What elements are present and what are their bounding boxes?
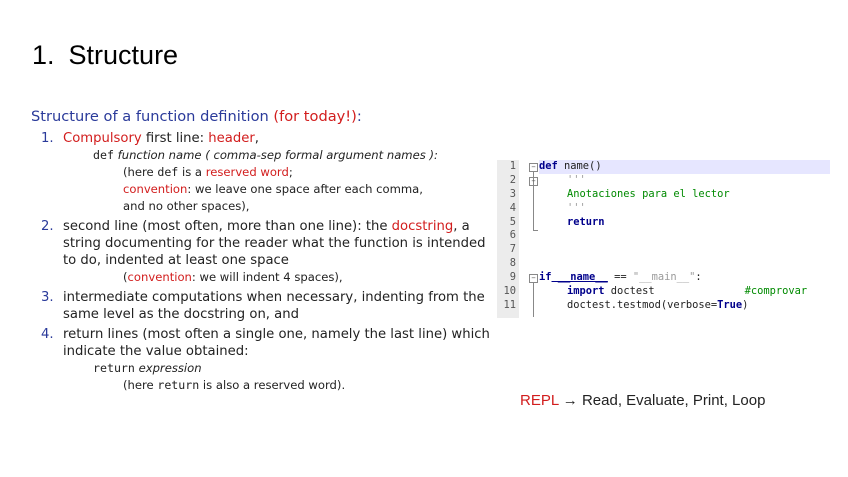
def-signature: function name ( comma-sep formal argument names ):	[113, 148, 438, 162]
dunder-name: __name__	[551, 271, 608, 284]
list-item-4	[31, 326, 493, 394]
note-text: (here	[123, 165, 158, 179]
fold-minus-icon[interactable]: −	[529, 163, 538, 172]
code-text: name()	[557, 160, 602, 172]
line-number: 8	[509, 257, 516, 270]
code-line-11	[539, 299, 830, 313]
keyword: import	[567, 285, 605, 298]
fold-guide-line	[533, 283, 534, 317]
return-reserved-note	[63, 377, 493, 394]
code-line-9	[539, 271, 830, 285]
repl-expansion: → Read, Evaluate, Print, Loop	[558, 392, 766, 409]
keyword: if	[539, 271, 552, 284]
code-line-4	[539, 202, 830, 216]
code-lines	[539, 160, 830, 313]
code-line-7	[539, 243, 830, 257]
list-number: 3.	[41, 290, 54, 305]
fold-minus-icon[interactable]: −	[529, 177, 538, 186]
string-literal: "__main__"	[632, 271, 696, 284]
code-line-8	[539, 257, 830, 271]
code-line-2	[539, 174, 830, 188]
heading-note: (for today!)	[273, 108, 357, 125]
fold-end-mark	[533, 230, 538, 231]
note-punct: (	[123, 270, 128, 284]
keyword: def	[539, 160, 558, 172]
code-line-1	[539, 160, 830, 174]
note-punct: ;	[288, 165, 293, 179]
repl-term: REPL	[520, 392, 559, 409]
list-number: 1.	[41, 131, 54, 146]
line-number: 3	[509, 187, 516, 200]
keyword: return	[567, 215, 605, 228]
code-comment: #comprovar	[744, 285, 808, 298]
return-expression: expression	[134, 361, 202, 375]
line-number: 11	[503, 298, 516, 311]
term-docstring: docstring	[391, 219, 454, 234]
code-editor-snippet	[497, 160, 830, 318]
item-punct: ,	[254, 131, 259, 146]
list-item-2	[31, 218, 493, 286]
code-line-3	[539, 188, 830, 202]
line-number: 1	[509, 160, 516, 172]
code-text: doctest	[604, 285, 655, 298]
term-header: header	[208, 131, 255, 146]
slide-number: 1.	[32, 40, 55, 70]
line-number: 2	[509, 173, 516, 186]
note-keyword: return	[157, 378, 200, 392]
note-text: : we leave one space after each comma,	[187, 182, 423, 196]
return-syntax-line	[63, 360, 493, 377]
keyword: True	[717, 298, 743, 311]
note-text: is a	[178, 165, 206, 179]
docstring-quote: '''	[567, 201, 586, 214]
heading-main: Structure of a function definition	[31, 108, 269, 125]
note-keyword: def	[157, 165, 179, 179]
fold-margin	[527, 160, 539, 318]
section-heading	[31, 108, 493, 125]
def-syntax-line	[63, 147, 493, 164]
def-keyword: def	[93, 148, 114, 162]
repl-definition	[520, 392, 765, 409]
function-structure-text	[31, 108, 493, 397]
fold-minus-icon[interactable]: −	[529, 274, 538, 283]
slide-title	[32, 40, 178, 71]
list-number: 4.	[41, 327, 54, 342]
list-number: 2.	[41, 219, 54, 234]
return-keyword: return	[93, 361, 135, 375]
line-number: 7	[509, 243, 516, 256]
line-number: 4	[509, 201, 516, 214]
code-line-6	[539, 229, 830, 243]
line-number: 9	[509, 271, 516, 284]
line-number-gutter	[497, 160, 519, 318]
line-number: 6	[509, 229, 516, 242]
reserved-word-note	[63, 164, 493, 181]
code-line-10	[539, 285, 830, 299]
code-punct: :	[695, 271, 702, 284]
note-text: is also a reserved word).	[199, 378, 346, 392]
line-number: 10	[503, 285, 516, 298]
list-item-1	[31, 130, 493, 215]
note-text: : we will indent 4 spaces),	[191, 270, 343, 284]
term-compulsory: Compulsory	[63, 131, 142, 146]
indent-convention-note	[63, 269, 493, 286]
term-convention: convention	[123, 182, 188, 196]
term-reserved-word: reserved word	[205, 165, 289, 179]
list-item-3	[31, 289, 493, 323]
code-line-5	[539, 216, 830, 230]
heading-end: :	[356, 108, 362, 125]
line-number: 5	[509, 215, 516, 228]
operator: ==	[607, 271, 633, 284]
docstring-text: Anotaciones para el lector	[567, 187, 730, 200]
convention-note	[63, 181, 493, 198]
convention-note-2: and no other spaces),	[123, 199, 250, 213]
item-text: first line:	[141, 131, 209, 146]
code-punct: )	[742, 298, 749, 311]
item-text: second line (most often, more than one line): the	[63, 219, 392, 234]
term-convention: convention	[127, 270, 192, 284]
code-text: doctest.testmod(verbose=	[567, 298, 718, 311]
item-text: intermediate computations when necessary, indenting from the same level as the docstring on, and	[63, 290, 485, 322]
slide-title-text: Structure	[68, 40, 179, 70]
docstring-quote: '''	[567, 173, 586, 186]
item-text: return lines (most often a single one, namely the last line) which indicate the value obtained:	[63, 327, 490, 359]
item-text: , a string documenting for the reader what the function is intended to do, indented at least one space	[63, 219, 486, 268]
note-text: (here	[123, 378, 158, 392]
